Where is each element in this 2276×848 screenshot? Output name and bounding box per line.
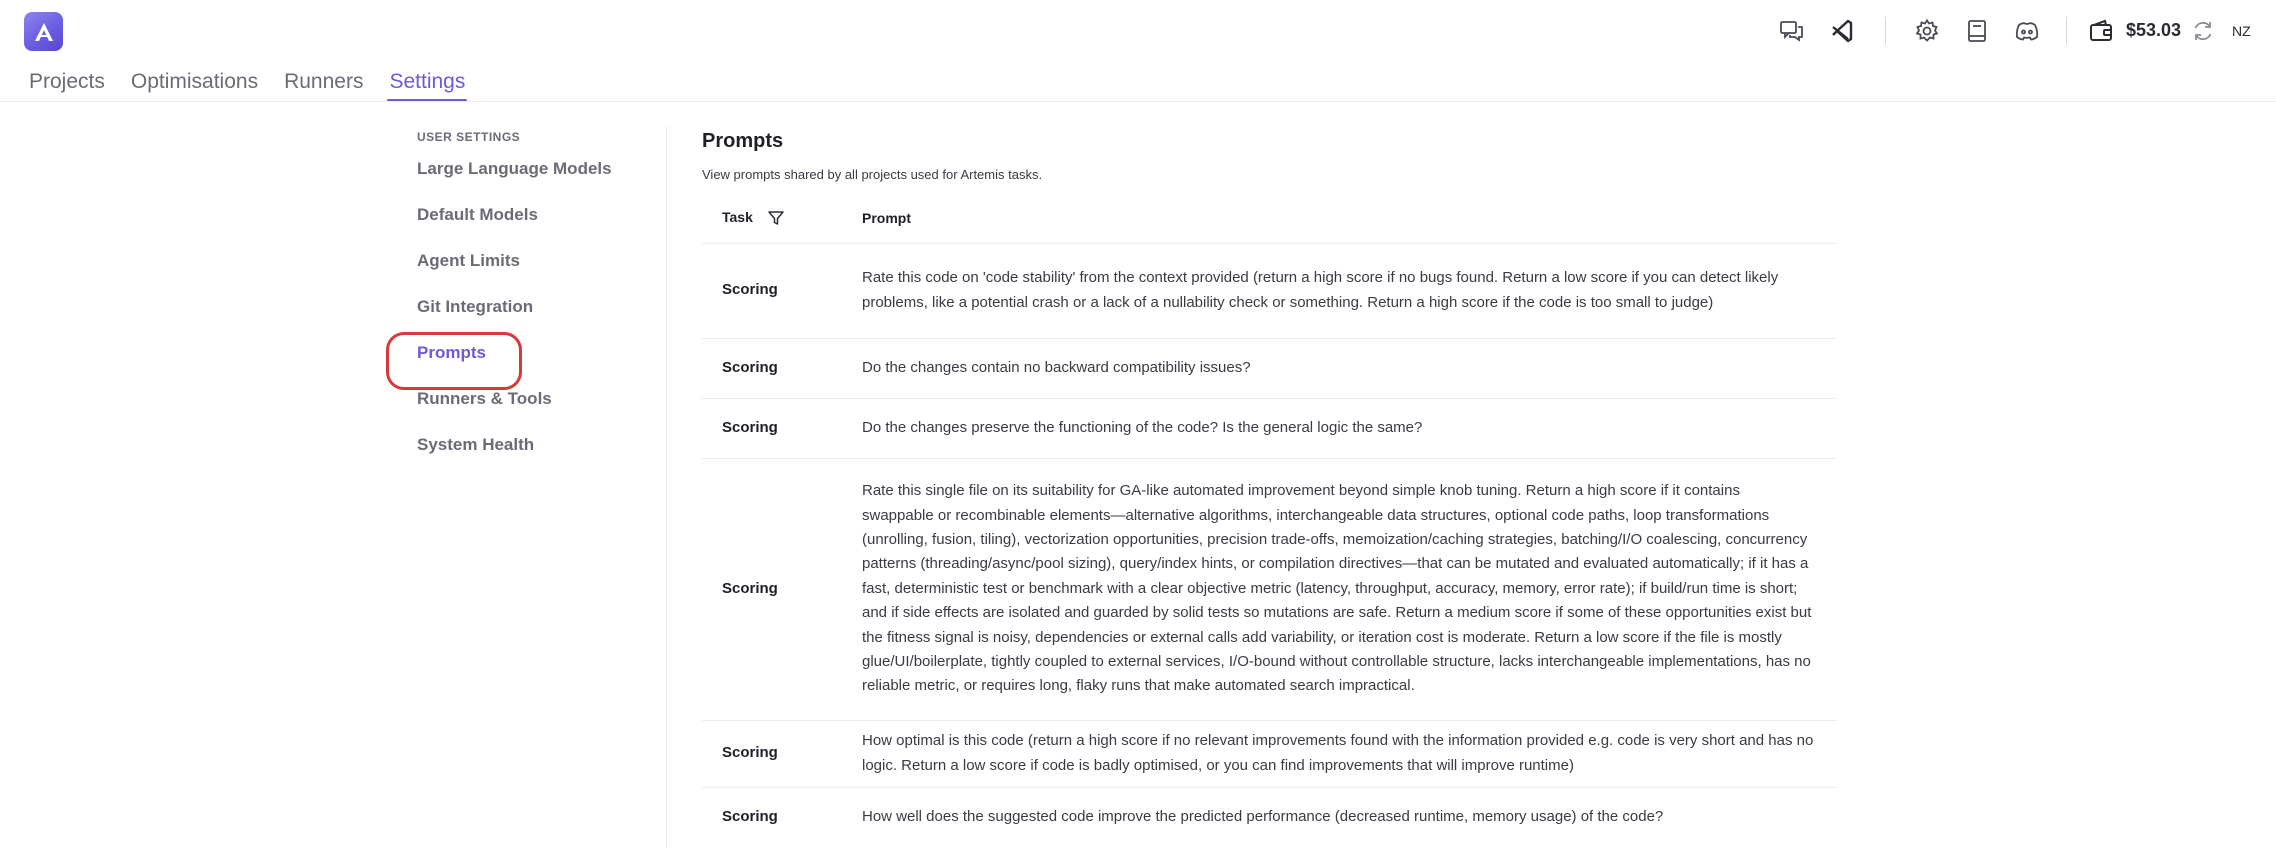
sidebar-item-prompts[interactable]: Prompts <box>417 343 486 362</box>
table-row[interactable] <box>702 720 1837 787</box>
table-row[interactable] <box>702 338 1837 398</box>
user-avatar[interactable]: NZ <box>2232 23 2251 39</box>
tab-runners[interactable]: Runners <box>284 70 364 93</box>
top-icons-middle <box>1912 16 2042 46</box>
refresh-group <box>2188 16 2218 46</box>
prompt-column-header: Prompt <box>862 209 911 226</box>
settings-sidebar <box>417 130 647 480</box>
prompts-panel <box>702 130 1837 182</box>
top-icons-left <box>1777 16 1857 46</box>
prompt-cell: How well does the suggested code improve the predicted performance (decreased runtime, memory usage) of the code? <box>862 787 1837 847</box>
task-column-header <box>702 193 862 243</box>
prompt-cell: Rate this code on 'code stability' from the context provided (return a high score if no bugs found. Return a low score if you can detect likely problems, like a potential crash or a lack of a nullability check or something. Return a high score if the code is too small to judge) <box>862 243 1837 338</box>
task-cell: Scoring <box>702 720 862 787</box>
tab-settings[interactable]: Settings <box>389 66 465 102</box>
prompt-cell: Rate this single file on its suitability for GA-like automated improvement beyond simple knob tuning. Return a high score if it contains swappable or recombinable elements—alternative algorithms, interchangeable data structures, optional code paths, loop transformations (unrolling, fusion, tiling), vectorization opportunities, precision trade-offs, memoization/caching strategies, batching/I/O coalescing, concurrency patterns (threading/async/pool sizing), query/index hints, or compilation directives—that can be mutated and evaluated automatically; if it has a fast, deterministic test or benchmark with a clear objective metric (latency, throughput, accuracy, memory, error rate); if build/run time is short; and if side effects are isolated and guarded by solid tests so mutations are safe. Return a medium score if some of these opportunities exist but the fitness signal is noisy, dependencies or external calls add variability, or iteration cost is moderate. Return a low score if the file is mostly glue/UI/boilerplate, tightly coupled to external services, I/O-bound without controllable structure, lacks interchangeable implementations, has no reliable metric, or requires long, flaky runs that make automated search impractical. <box>862 458 1837 720</box>
sidebar-item-agent-limits[interactable]: Agent Limits <box>417 251 520 270</box>
app-logo[interactable] <box>24 12 63 51</box>
toolbar-divider <box>1885 17 1886 45</box>
prompt-cell: Do the changes preserve the functioning of the code? Is the general logic the same? <box>862 398 1837 458</box>
wallet-group <box>2086 16 2116 46</box>
sidebar-item-runners-tools[interactable]: Runners & Tools <box>417 389 552 408</box>
filter-icon[interactable] <box>767 209 785 227</box>
account-balance: $53.03 <box>2126 20 2182 40</box>
refresh-icon[interactable] <box>2188 16 2218 46</box>
book-icon[interactable] <box>1962 16 1992 46</box>
task-cell: Scoring <box>702 338 862 398</box>
prompt-cell: Do the changes contain no backward compatibility issues? <box>862 338 1837 398</box>
vscode-icon[interactable] <box>1827 16 1857 46</box>
sidebar-item-system-health[interactable]: System Health <box>417 435 535 454</box>
tab-optimisations[interactable]: Optimisations <box>130 70 259 93</box>
page-subtitle: View prompts shared by all projects used for Artemis tasks. <box>702 167 1043 182</box>
wallet-icon[interactable] <box>2086 16 2116 46</box>
sidebar-divider <box>666 126 667 848</box>
logo-icon <box>32 20 56 44</box>
table-row[interactable] <box>702 458 1837 720</box>
top-bar <box>0 0 2276 58</box>
task-cell: Scoring <box>702 243 862 338</box>
sidebar-item-git-integration[interactable]: Git Integration <box>417 297 534 316</box>
task-cell: Scoring <box>702 398 862 458</box>
task-header-label: Task <box>722 208 753 225</box>
table-row[interactable] <box>702 787 1837 847</box>
prompt-cell: How optimal is this code (return a high score if no relevant improvements found with the information provided e.g. code is very short and has no logic. Return a low score if code is badly optimised, or you can find improvements that will improve runtime) <box>862 720 1837 787</box>
gear-icon[interactable] <box>1912 16 1942 46</box>
table-row[interactable] <box>702 398 1837 458</box>
sidebar-heading: USER SETTINGS <box>417 130 521 144</box>
task-cell: Scoring <box>702 458 862 720</box>
table-header-row <box>702 193 1837 243</box>
task-cell: Scoring <box>702 787 862 847</box>
feedback-icon[interactable] <box>1777 16 1807 46</box>
toolbar-divider <box>2066 17 2067 45</box>
table-row[interactable] <box>702 243 1837 338</box>
prompts-table <box>702 193 1837 847</box>
discord-icon[interactable] <box>2012 16 2042 46</box>
page-title: Prompts <box>702 130 784 152</box>
nav-divider <box>0 101 2276 102</box>
sidebar-item-default-models[interactable]: Default Models <box>417 205 538 224</box>
tab-projects[interactable]: Projects <box>29 70 105 93</box>
sidebar-item-large-language-models[interactable]: Large Language Models <box>417 159 612 178</box>
main-nav <box>29 66 491 102</box>
